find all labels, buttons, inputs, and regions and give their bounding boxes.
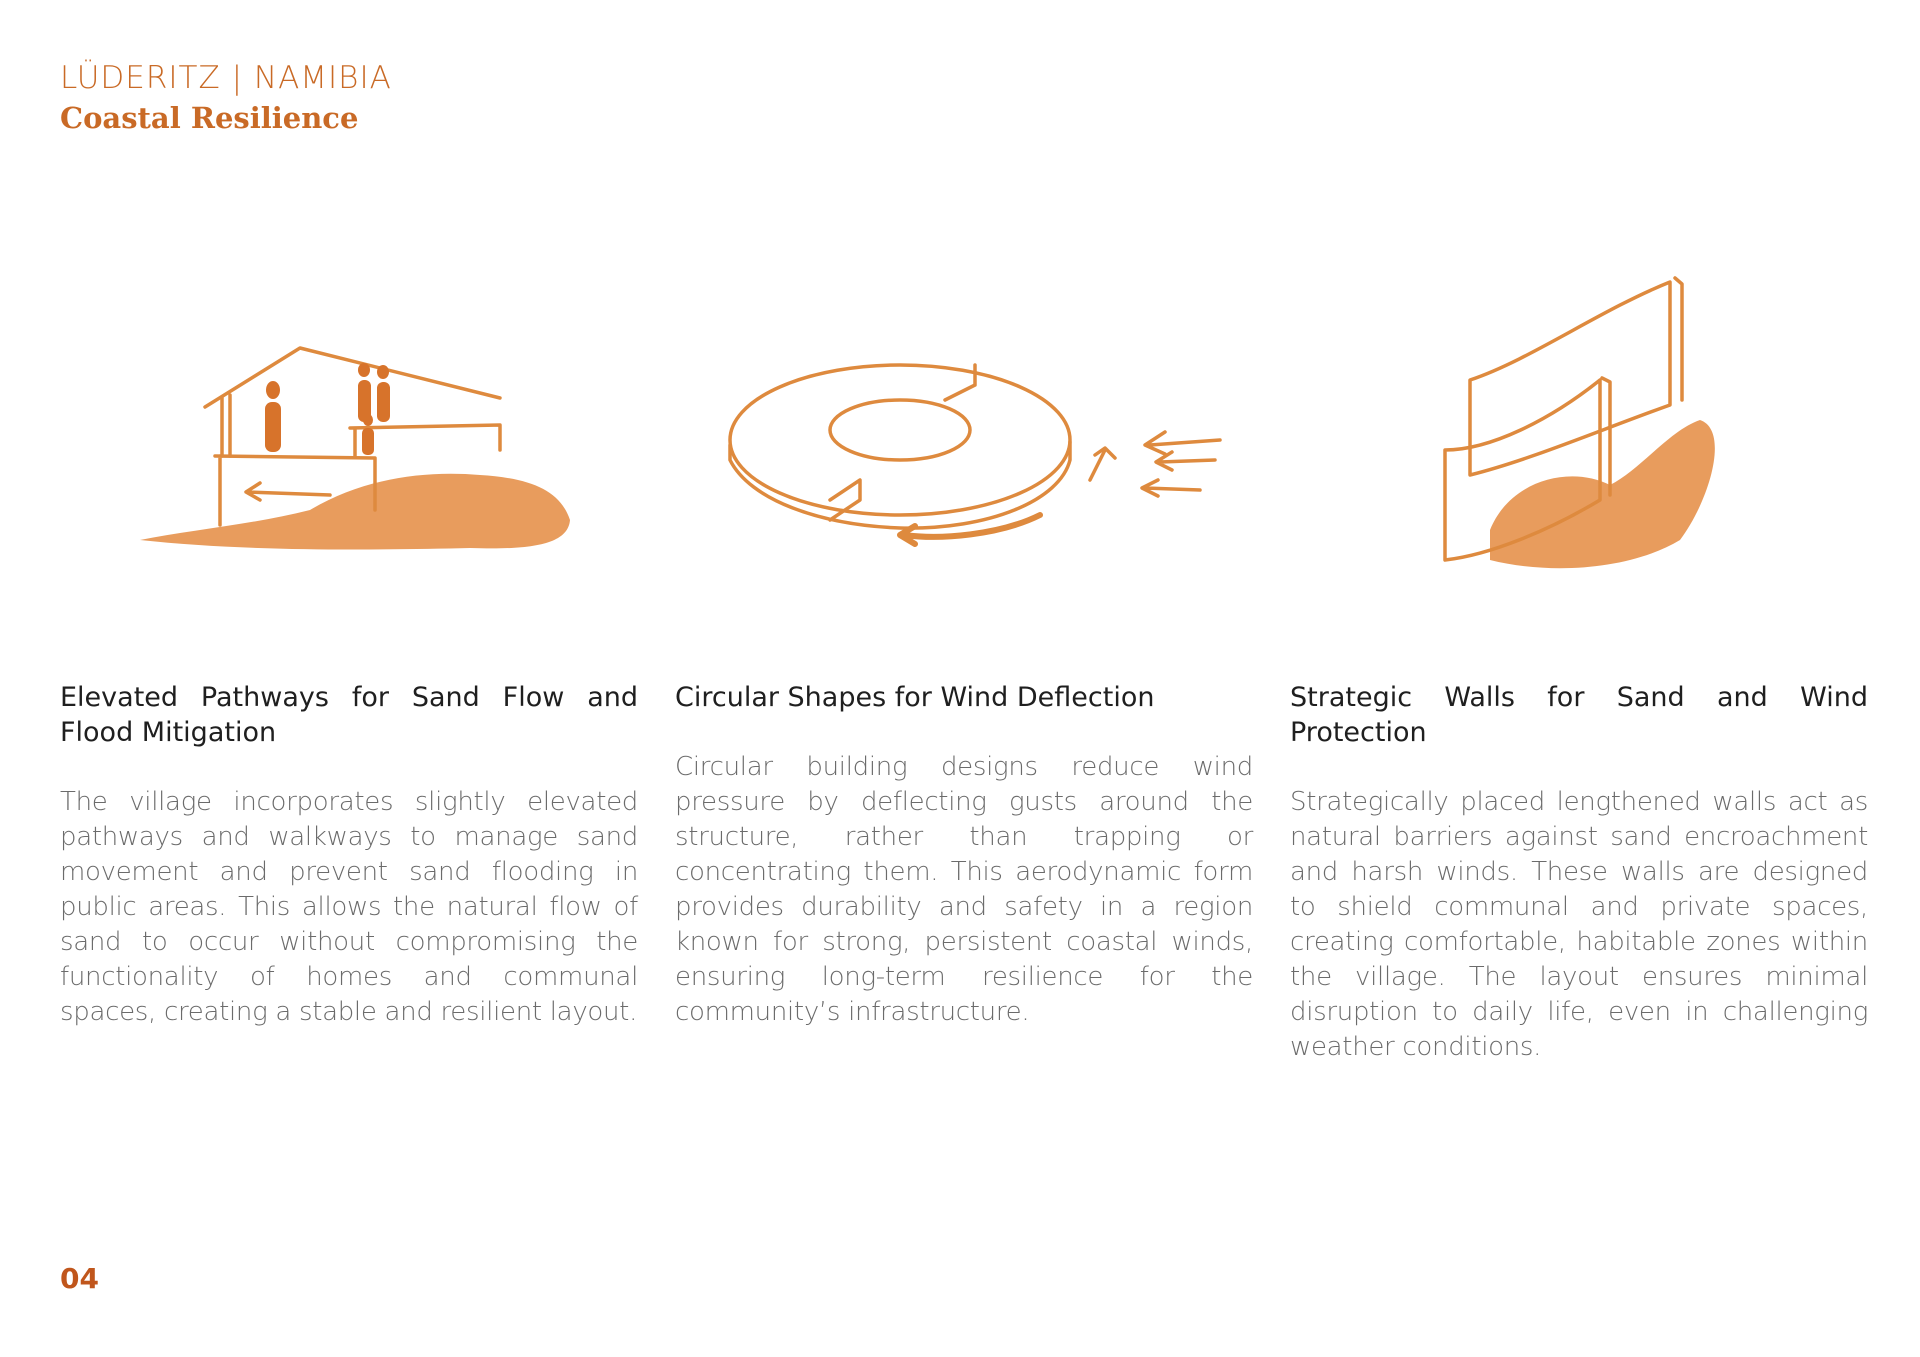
figure-body — [358, 380, 371, 422]
wind-arrow — [1142, 480, 1200, 496]
wind-arrow — [1156, 452, 1215, 470]
section-strategic-walls — [1290, 680, 1868, 1065]
section-title: Elevated Pathways for Sand Flow and Flood Mitigation — [60, 682, 638, 748]
figure-head — [266, 381, 280, 399]
sand-mound — [140, 474, 570, 550]
section-body: The village incorporates slightly elevated pathways and walkways to manage sand movement and prevent sand flooding in public areas. This allows the natural flow of sand to occur without compromising the functionality of homes and communal spaces, creating a stable and resilient layout. — [60, 787, 638, 1027]
ring-split — [830, 365, 975, 520]
figure-body — [265, 402, 281, 452]
flow-arrow — [246, 483, 330, 500]
page-number: 04 — [60, 1262, 99, 1295]
page-subtitle: Coastal Resilience — [60, 101, 359, 135]
page-header — [60, 58, 392, 138]
section-circular-shapes — [675, 680, 1253, 1030]
circular-building-sketch — [720, 350, 1230, 560]
section-body: Strategically placed lengthened walls act as natural barriers against sand encroachment and harsh winds. These walls are designed to shield communal and private spaces, creating comfortable, habitable zones within the village. The layout ensures minimal disruption to daily life, even in challenging weather conditions. — [1290, 787, 1868, 1062]
inner-ring — [830, 400, 970, 460]
roof-line — [205, 348, 500, 407]
figure-head — [358, 363, 370, 377]
section-body: Circular building designs reduce wind pressure by deflecting gusts around the structure, rather than trapping or concentrating them. This aerodynamic form provides durability and safety in a region known for strong, persistent coastal winds, ensuring long-term resilience for the community’s infrastructure. — [675, 752, 1253, 1027]
deflection-arrow — [1090, 448, 1115, 480]
back-wall-edge — [1675, 278, 1682, 400]
figure-body — [377, 382, 390, 422]
section-elevated-pathways — [60, 680, 638, 1030]
curved-walls-sketch — [1430, 270, 1750, 590]
location-label: LÜDERITZ | NAMIBIA — [60, 60, 392, 96]
wind-arrow — [1145, 432, 1220, 454]
outer-ring-top — [730, 365, 1070, 515]
elevated-house-sketch — [130, 340, 590, 560]
section-title: Strategic Walls for Sand and Wind Protection — [1290, 682, 1868, 748]
sand-pile — [1490, 420, 1715, 568]
back-wall — [1470, 282, 1670, 475]
figure-body — [362, 428, 374, 455]
figure-head — [377, 365, 389, 379]
section-title: Circular Shapes for Wind Deflection — [675, 682, 1155, 713]
front-wall-edge — [1602, 378, 1610, 495]
